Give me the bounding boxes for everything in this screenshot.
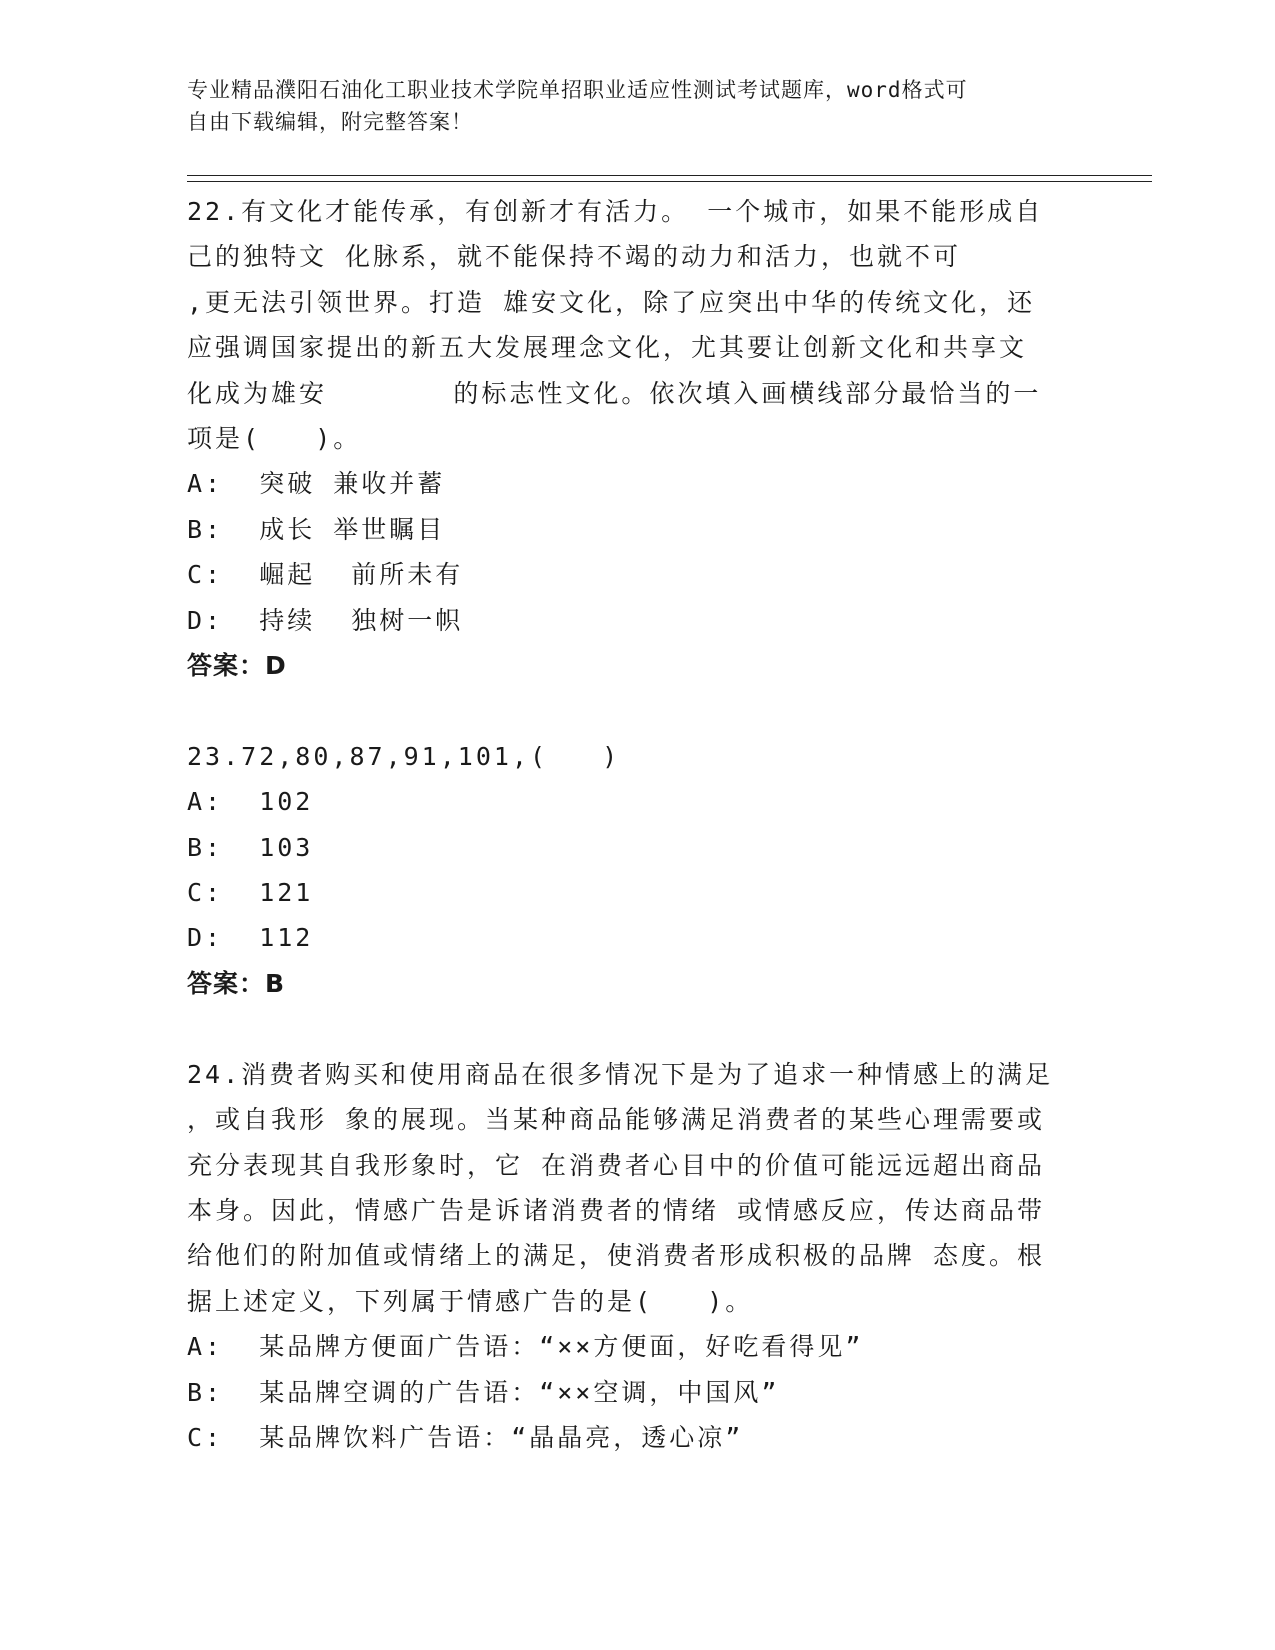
question-24 (187, 1052, 1087, 1461)
question-text-line: 应强调国家提出的新五大发展理念文化，尤其要让创新文化和共享文 (187, 333, 1028, 363)
question-text-line: 本身。因此，情感广告是诉诸消费者的情绪 或情感反应，传达商品带 (187, 1195, 1046, 1225)
question-text-line: 24.消费者购买和使用商品在很多情况下是为了追求一种情感上的满足 (187, 1059, 1054, 1089)
question-gap (187, 1006, 1087, 1051)
question-text-line: 化成为雄安 的标志性文化。依次填入画横线部分最恰当的一 (187, 378, 1042, 408)
question-text-line: 项是( )。 (187, 424, 362, 454)
option-c: C: 某品牌饮料广告语：“晶晶亮，透心凉” (187, 1422, 744, 1452)
option-d: D: 持续 独树一帜 (187, 605, 464, 635)
question-text-line: 23.72,80,87,91,101,( ) (187, 741, 621, 771)
question-text-line: 充分表现其自我形象时，它 在消费者心目中的价值可能远远超出商品 (187, 1150, 1046, 1180)
document-header (187, 74, 1067, 138)
header-line-2: 自由下载编辑，附完整答案！ (187, 110, 473, 134)
answer-label: 答案：D (187, 651, 287, 681)
option-c: C: 121 (187, 878, 314, 908)
question-text-line: ,更无法引领世界。打造 雄安文化，除了应突出中华的传统文化，还 (187, 287, 1036, 317)
answer-label: 答案：B (187, 968, 286, 998)
header-divider-top (187, 175, 1152, 176)
option-c: C: 崛起 前所未有 (187, 560, 464, 590)
option-a: A: 突破 兼收并蓄 (187, 469, 446, 499)
question-text-line: 据上述定义，下列属于情感广告的是( )。 (187, 1286, 754, 1316)
header-line-1: 专业精品濮阳石油化工职业技术学院单招职业适应性测试考试题库，word格式可 (187, 78, 968, 102)
question-text-line: 22.有文化才能传承，有创新才有活力。 一个城市，如果不能形成自 (187, 197, 1044, 226)
option-a: A: 某品牌方便面广告语：“××方便面，好吃看得见” (187, 1332, 864, 1362)
option-b: B: 103 (187, 832, 314, 862)
question-23 (187, 734, 1087, 1006)
option-b: B: 某品牌空调的广告语：“××空调，中国风” (187, 1377, 780, 1407)
option-d: D: 112 (187, 923, 314, 953)
question-22 (187, 189, 1087, 688)
question-gap (187, 688, 1087, 733)
option-a: A: 102 (187, 787, 314, 817)
option-b: B: 成长 举世瞩目 (187, 514, 446, 544)
header-divider-bottom (187, 181, 1152, 182)
question-text-line: 给他们的附加值或情绪上的满足，使消费者形成积极的品牌 态度。根 (187, 1241, 1046, 1271)
question-text-line: ，或自我形 象的展现。当某种商品能够满足消费者的某些心理需要或 (187, 1105, 1046, 1135)
question-text-line: 己的独特文 化脉系，就不能保持不竭的动力和活力，也就不可 (187, 242, 962, 272)
questions-content (187, 189, 1087, 1460)
